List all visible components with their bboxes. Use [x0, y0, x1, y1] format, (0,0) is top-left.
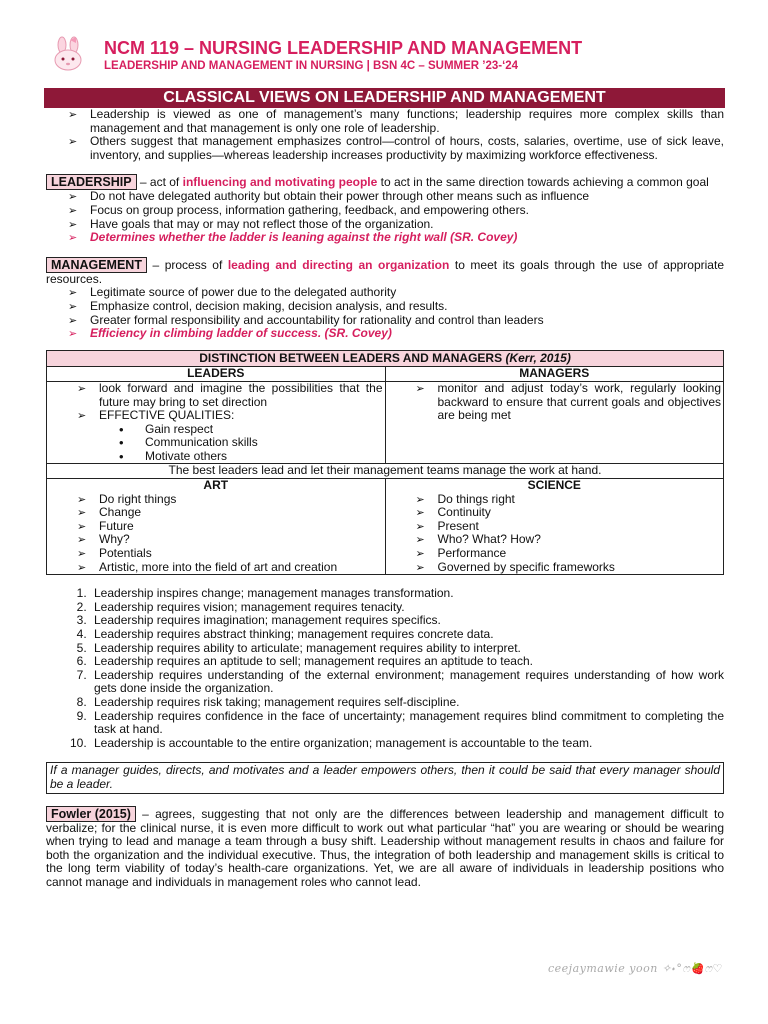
list-item: ➢ monitor and adjust today’s work, regularly looking backward to ensure that current goals and objectives are being met — [416, 382, 722, 423]
list-item: ➢ Potentials — [77, 547, 383, 561]
list-item: 9. Leadership requires confidence in the face of uncertainty; management requires blind commitment to completing the task at hand. — [90, 710, 724, 737]
list-item: ➢ Performance — [416, 547, 722, 561]
list-item: ➢ Why? — [77, 533, 383, 547]
list-item: ➢ Do things right — [416, 493, 722, 507]
leadership-term: LEADERSHIP — [46, 174, 137, 190]
science-cell — [385, 493, 724, 575]
bunny-icon — [48, 36, 88, 72]
leaders-cell — [47, 381, 386, 464]
list-item: ➢ Legitimate source of power due to the delegated authority — [68, 286, 724, 300]
list-item: 8. Leadership requires risk taking; management requires self-discipline. — [90, 696, 724, 710]
column-header-art: ART — [47, 479, 386, 493]
managers-cell — [385, 381, 724, 464]
definition-highlight: influencing and motivating people — [182, 175, 378, 190]
best-leaders-line: The best leaders lead and let their management teams manage the work at hand. — [47, 464, 724, 479]
list-item: 7. Leadership requires understanding of the external environment; management requires understanding of how work gets done inside the organization. — [90, 669, 724, 696]
definition-text: to meet its goals through the use of appropriate resources. — [46, 257, 724, 286]
list-item: 10. Leadership is accountable to the entire organization; management is accountable to the team. — [90, 737, 724, 751]
quote-box: If a manager guides, directs, and motivates and a leader empowers others, then it could be said that every manager should be a leader. — [46, 762, 724, 793]
leadership-quote: ➢ Determines whether the ladder is leaning against the right wall (SR. Covey) — [68, 231, 724, 245]
list-item: • Gain respect — [119, 423, 383, 437]
document-body — [46, 108, 724, 902]
page-title: NCM 119 – NURSING LEADERSHIP AND MANAGEMENT — [104, 38, 583, 58]
list-item: ➢ Future — [77, 520, 383, 534]
qualities-list — [49, 423, 383, 464]
list-item: ➢ look forward and imagine the possibilities that the future may bring to set direction — [77, 382, 383, 409]
list-item: ➢ Have goals that may or may not reflect those of the organization. — [68, 218, 724, 232]
list-item: 2. Leadership requires vision; management requires tenacity. — [90, 601, 724, 615]
list-item: 3. Leadership requires imagination; management requires specifics. — [90, 614, 724, 628]
list-item: ➢ Artistic, more into the field of art and creation — [77, 561, 383, 575]
fowler-term: Fowler (2015) — [46, 806, 136, 822]
definition-highlight: leading and directing an organization — [227, 257, 450, 272]
list-item: ➢ Do right things — [77, 493, 383, 507]
column-header-leaders: LEADERS — [47, 367, 386, 382]
art-cell — [47, 493, 386, 575]
table-title-text: DISTINCTION BETWEEN LEADERS AND MANAGERS — [199, 350, 503, 365]
management-term: MANAGEMENT — [46, 257, 147, 273]
list-item: ➢ Present — [416, 520, 722, 534]
list-item: 6. Leadership requires an aptitude to sell; management requires an aptitude to teach. — [90, 655, 724, 669]
list-item: 4. Leadership requires abstract thinking; management requires concrete data. — [90, 628, 724, 642]
leadership-definition — [46, 174, 724, 190]
list-item: ➢ Emphasize control, decision making, decision analysis, and results. — [68, 300, 724, 314]
management-definition — [46, 257, 724, 287]
list-item: • Motivate others — [119, 450, 383, 464]
list-item: ➢ Who? What? How? — [416, 533, 722, 547]
list-item: ➢ Do not have delegated authority but obtain their power through other means such as influence — [68, 190, 724, 204]
list-item: ➢ Governed by specific frameworks — [416, 561, 722, 575]
leadership-points — [46, 190, 724, 244]
list-item: 5. Leadership requires ability to articulate; management requires ability to interpret. — [90, 642, 724, 656]
page-header — [48, 36, 738, 80]
section-banner: CLASSICAL VIEWS ON LEADERSHIP AND MANAGEMENT — [44, 88, 725, 108]
author-signature: ceejaymawie yoon ✧˖°ෆ🍓ෆ♡ — [548, 962, 723, 975]
list-item: ➢ Others suggest that management emphasizes control—control of hours, costs, salaries, overtime, use of sick leave, inventory, and supplies—whereas leadership increases productivity by maximizing workforce effectiveness. — [68, 135, 724, 162]
definition-text: – act of — [136, 175, 183, 190]
list-item: • Communication skills — [119, 436, 383, 450]
definition-text: – process of — [146, 257, 228, 272]
column-header-science: SCIENCE — [385, 479, 724, 493]
page-subtitle: LEADERSHIP AND MANAGEMENT IN NURSING | BSN 4C – SUMMER ’23-‘24 — [104, 60, 519, 72]
list-item: ➢ Greater formal responsibility and accountability for rationality and control than leaders — [68, 314, 724, 328]
list-item: ➢ EFFECTIVE QUALITIES: — [77, 409, 383, 423]
list-item: ➢ Leadership is viewed as one of management’s many functions; leadership requires more complex skills than management and that management is only one role of leadership. — [68, 108, 724, 135]
intro-list — [46, 108, 724, 162]
column-header-managers: MANAGERS — [385, 367, 724, 382]
list-item: 1. Leadership inspires change; management manages transformation. — [90, 587, 724, 601]
management-quote: ➢ Efficiency in climbing ladder of success. (SR. Covey) — [68, 327, 724, 341]
table-title — [47, 350, 724, 367]
list-item: ➢ Focus on group process, information gathering, feedback, and empowering others. — [68, 204, 724, 218]
comparison-list — [46, 587, 724, 750]
list-item: ➢ Continuity — [416, 506, 722, 520]
fowler-text: – agrees, suggesting that not only are the differences between leadership and management difficult to verbalize; for the clinical nurse, it is even more difficult to work out what particular “hat” you are wearing or should be wearing when trying to lead and manage a team through a busy shift. Leadership without management results in chaos and failure for both the organization and the individual executive. Thus, the integration of both leadership and management skills is critical to the long term viability of today’s health-care organizations. Yet, we are all aware of individuals in leadership positions who cannot manage and individuals in management roles who cannot lead. — [46, 806, 724, 889]
distinction-table — [46, 350, 724, 576]
table-citation: (Kerr, 2015) — [505, 350, 571, 365]
definition-text: to act in the same direction towards achieving a common goal — [377, 175, 709, 190]
fowler-paragraph — [46, 806, 724, 890]
management-points — [46, 286, 724, 340]
list-item: ➢ Change — [77, 506, 383, 520]
